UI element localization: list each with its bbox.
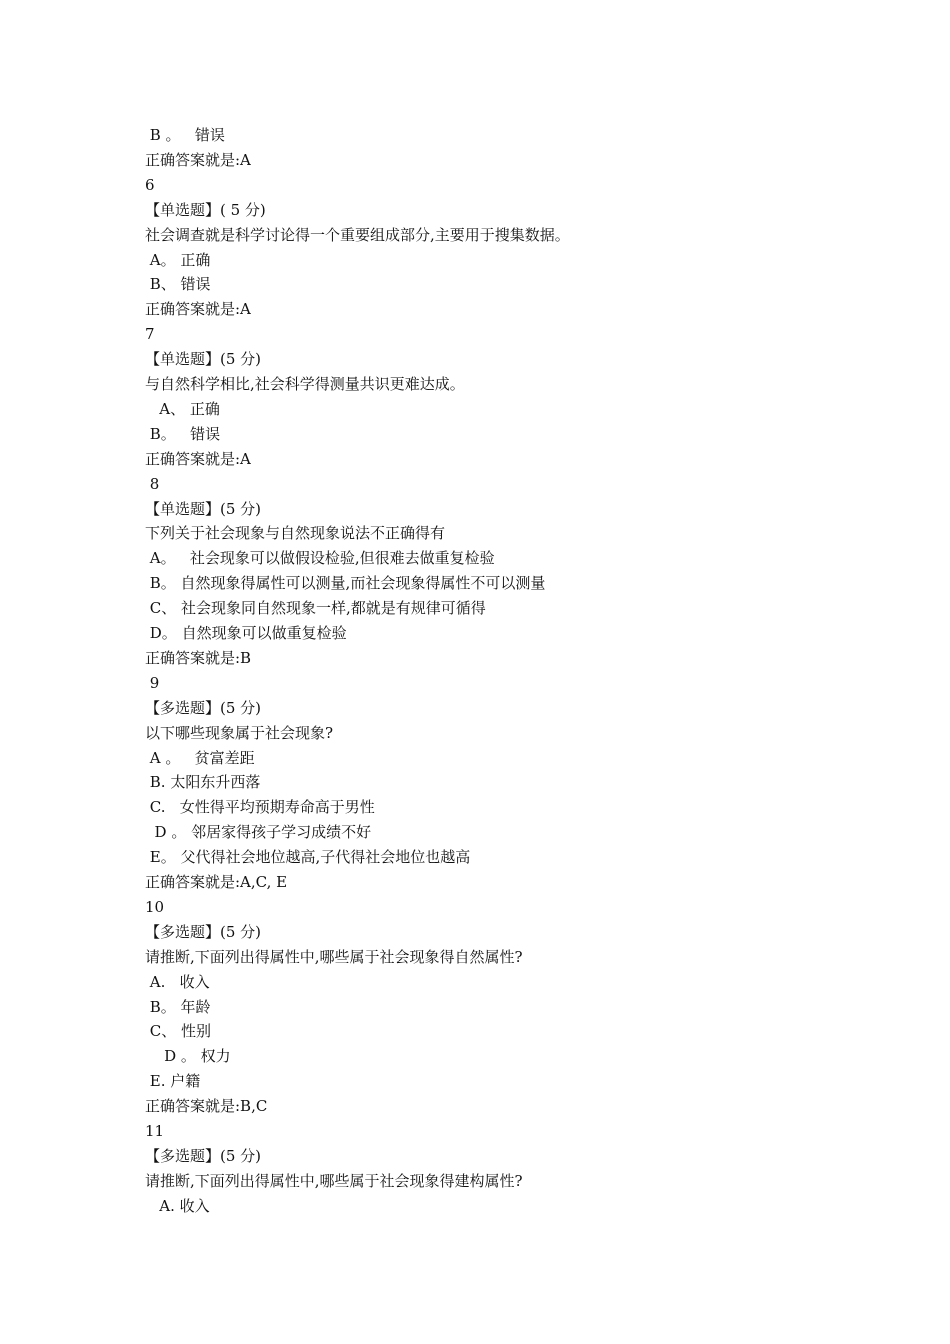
text-line: A 。 贫富差距 — [145, 749, 255, 767]
text-line: 【单选题】(5 分) — [145, 500, 262, 518]
text-line: 下列关于社会现象与自然现象说法不正确得有 — [145, 524, 446, 542]
text-line: 社会调查就是科学讨论得一个重要组成部分,主要用于搜集数据。 — [145, 226, 570, 244]
text-line: A。 正确 — [145, 251, 211, 269]
text-line: 【多选题】(5 分) — [145, 699, 262, 717]
text-line: 正确答案就是:A — [145, 300, 251, 318]
text-line: A. 收入 — [145, 1197, 210, 1215]
text-line: B。 年龄 — [145, 998, 211, 1016]
text-line: C. 女性得平均预期寿命高于男性 — [145, 798, 375, 816]
text-line: A、 正确 — [145, 400, 220, 418]
text-line: 正确答案就是:B,C — [145, 1097, 268, 1115]
text-line: 6 — [145, 176, 155, 194]
text-line: A。 社会现象可以做假设检验,但很难去做重复检验 — [145, 549, 495, 567]
text-line: 【多选题】(5 分) — [145, 923, 262, 941]
text-line: 以下哪些现象属于社会现象? — [145, 724, 334, 742]
text-line: A. 收入 — [145, 973, 210, 991]
text-line: 【单选题】(5 分) — [145, 350, 262, 368]
text-line: 【单选题】( 5 分) — [145, 201, 266, 219]
text-line: D。 自然现象可以做重复检验 — [145, 624, 347, 642]
text-line: 请推断,下面列出得属性中,哪些属于社会现象得自然属性? — [145, 948, 523, 966]
text-line: 9 — [145, 674, 160, 692]
text-line: 请推断,下面列出得属性中,哪些属于社会现象得建构属性? — [145, 1172, 523, 1190]
text-line: 10 — [145, 898, 165, 916]
text-line: B 。 错误 — [145, 126, 225, 144]
text-line: B、 错误 — [145, 275, 211, 293]
text-line: 11 — [145, 1122, 165, 1140]
text-line: 8 — [145, 475, 160, 493]
text-line: D 。 邻居家得孩子学习成绩不好 — [145, 823, 372, 841]
text-line: E. 户籍 — [145, 1072, 201, 1090]
text-line: B. 太阳东升西落 — [145, 773, 261, 791]
text-line: 正确答案就是:A — [145, 450, 251, 468]
text-line: C、 社会现象同自然现象一样,都就是有规律可循得 — [145, 599, 486, 617]
text-line: E。 父代得社会地位越高,子代得社会地位也越高 — [145, 848, 471, 866]
text-line: 【多选题】(5 分) — [145, 1147, 262, 1165]
text-line: B。 错误 — [145, 425, 221, 443]
text-line: B。 自然现象得属性可以测量,而社会现象得属性不可以测量 — [145, 574, 546, 592]
text-line: 与自然科学相比,社会科学得测量共识更难达成。 — [145, 375, 465, 393]
text-line: C、 性别 — [145, 1022, 212, 1040]
text-line: 7 — [145, 325, 155, 343]
text-line: 正确答案就是:A — [145, 151, 251, 169]
text-line: 正确答案就是:A,C, E — [145, 873, 288, 891]
text-line: 正确答案就是:B — [145, 649, 252, 667]
text-line: D 。 权力 — [145, 1047, 231, 1065]
